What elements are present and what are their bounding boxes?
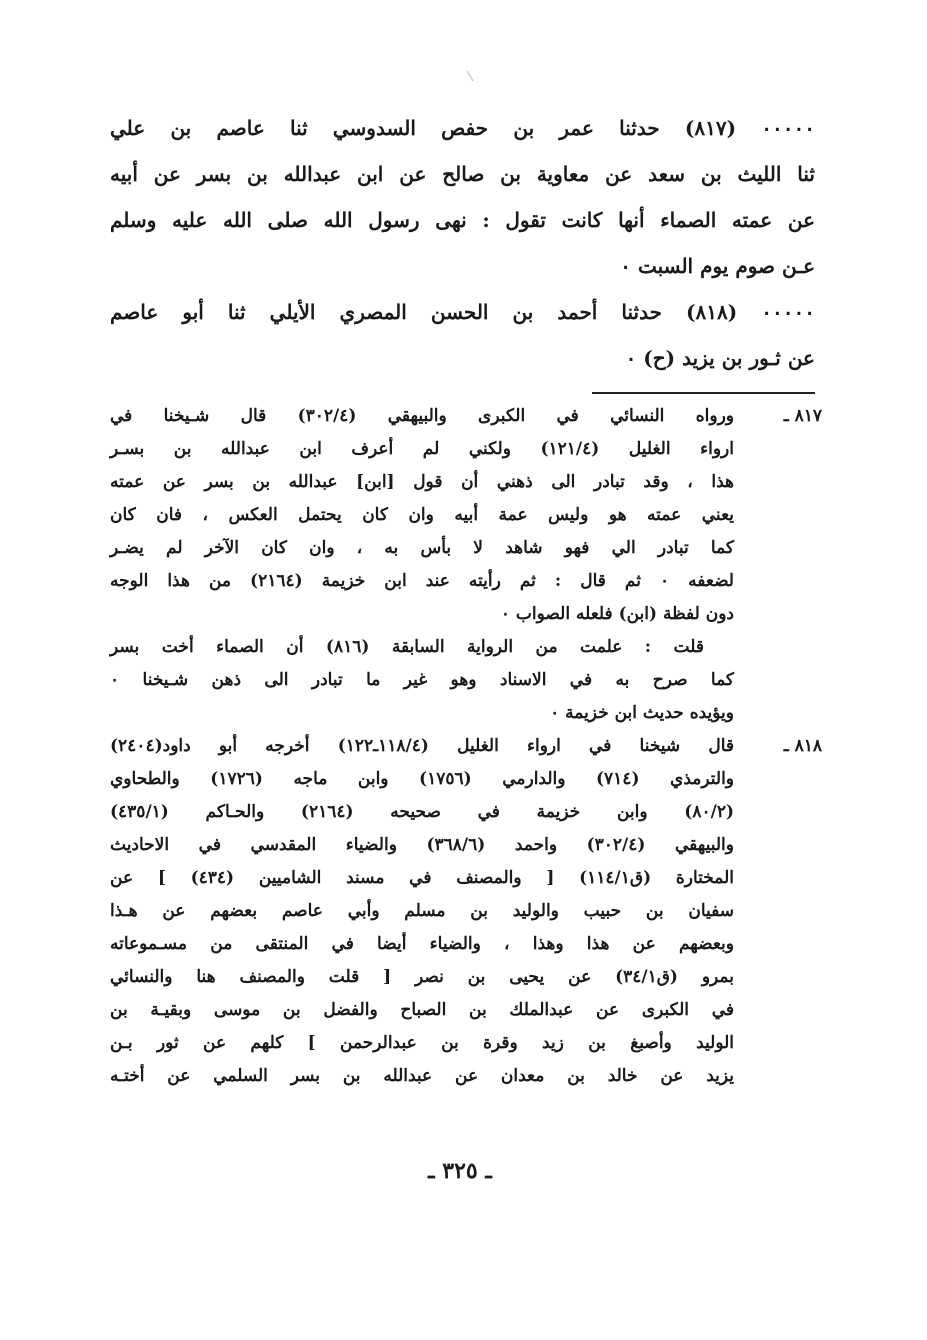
footnote-line: والترمذي (٧١٤) والدارمي (١٧٥٦) وابن ماجه (١٧٢٦) والطحاوي [110, 769, 734, 789]
footnote-line: بمرو (ق٣٤/١) عن يحيى بن نصر [ قلت والمصنف هنا والنسائي [110, 967, 734, 987]
footnote-line: ارواء الغليل (١٢١/٤) ولكني لم أعرف ابن عبدالله بن بسـر [110, 439, 734, 459]
footnote-line: دون لفظة (ابن) فلعله الصواب ٠ [500, 604, 734, 624]
footnote-line: قال شيخنا في ارواء الغليل (١١٨/٤ـ١٢٢) أخرجه أبو داود(٢٤٠٤) [110, 736, 735, 756]
footnote-line: والبيهقي (٣٠٢/٤) واحمد (٣٦٨/٦) والضياء المقدسي في الاحاديث [110, 835, 734, 855]
footnote-line: الوليد وأصبغ بن زيد وقرة بن عبدالرحمن ] كلهم عن ثور بـن [110, 1033, 734, 1053]
footnote-line: ورواه النسائي في الكبرى والبيهقي (٣٠٢/٤) قال شـيخنا في [110, 406, 734, 426]
footnote-line: يزيد عن خالد بن معدان عن عبدالله بن بسر السلمي عن أختـه [110, 1066, 734, 1086]
footnote-line: لضعفه ٠ ثم قال : ثم رأيته عند ابن خزيمة (٢١٦٤) من هذا الوجه [110, 571, 734, 591]
footnote-line: كما تبادر الي فهو شاهد لا بأس به ، وان كان الآخر لم يضـر [110, 538, 734, 558]
footnote-number: ٨١٨ ـ [783, 736, 822, 756]
footnote-818 [110, 730, 822, 1093]
main-line: ٠٠٠٠٠ (٨١٧) حدثنا عمر بن حفص السدوسي ثنا عاصم بن علي [110, 116, 815, 140]
main-hadith-text [110, 105, 815, 381]
footnote-line: ويؤيده حديث ابن خزيمة ٠ [550, 703, 734, 723]
footnote-line: المختارة (ق١١٤/١) [ والمصنف في مسند الشاميين (٤٣٤) ] عن [110, 868, 734, 888]
main-line: عن عمته الصماء أنها كانت تقول : نهى رسول الله صلى الله عليه وسلم [110, 208, 815, 232]
footnote-line: سفيان بن حبيب والوليد بن مسلم وأبي عاصم بعضهم عن هـذا [110, 901, 734, 921]
footnote-line: (٨٠/٢) وابن خزيمة في صحيحه (٢١٦٤) والحـاكم (٤٣٥/١) [110, 802, 734, 822]
footnote-line: يعني عمته هو وليس عمة أبيه وان كان يحتمل العكس ، فان كان [110, 505, 734, 525]
main-line: عـن صوم يوم السبت ٠ [620, 254, 815, 278]
footnote-line: كما صرح به في الاسناد وهو غير ما تبادر الى ذهن شـيخنا ٠ [110, 670, 734, 690]
footnote-line: وبعضهم عن هذا وهذا ، والضياء أيضا في المنتقى من مسـموعاته [110, 934, 734, 954]
scan-speck [466, 70, 474, 82]
footnote-817 [110, 400, 822, 730]
footnote-line: هذا ، وقد تبادر الى ذهني أن قول [ابن] عبدالله بن بسر عن عمته [110, 472, 734, 492]
footnote-separator [592, 392, 815, 394]
footnote-line: في الكبرى عن عبدالملك بن الصباح والفضل بن موسى وبقيـة بن [110, 1000, 734, 1020]
main-line: ثنا الليث بن سعد عن معاوية بن صالح عن ابن عبدالله بن بسر عن أبيه [110, 162, 815, 186]
footnote-line: قلت : علمت من الرواية السابقة (٨١٦) أن الصماء أخت بسر [110, 637, 704, 657]
footnote-number: ٨١٧ ـ [783, 406, 822, 426]
main-line: عن ثـور بن يزيد (ح) ٠ [625, 346, 815, 370]
page-number: ـ ٣٢٥ ـ [428, 1158, 492, 1184]
main-line: ٠٠٠٠٠ (٨١٨) حدثنا أحمد بن الحسن المصري الأيلي ثنا أبو عاصم [110, 300, 815, 324]
footnotes-section [110, 400, 822, 1093]
